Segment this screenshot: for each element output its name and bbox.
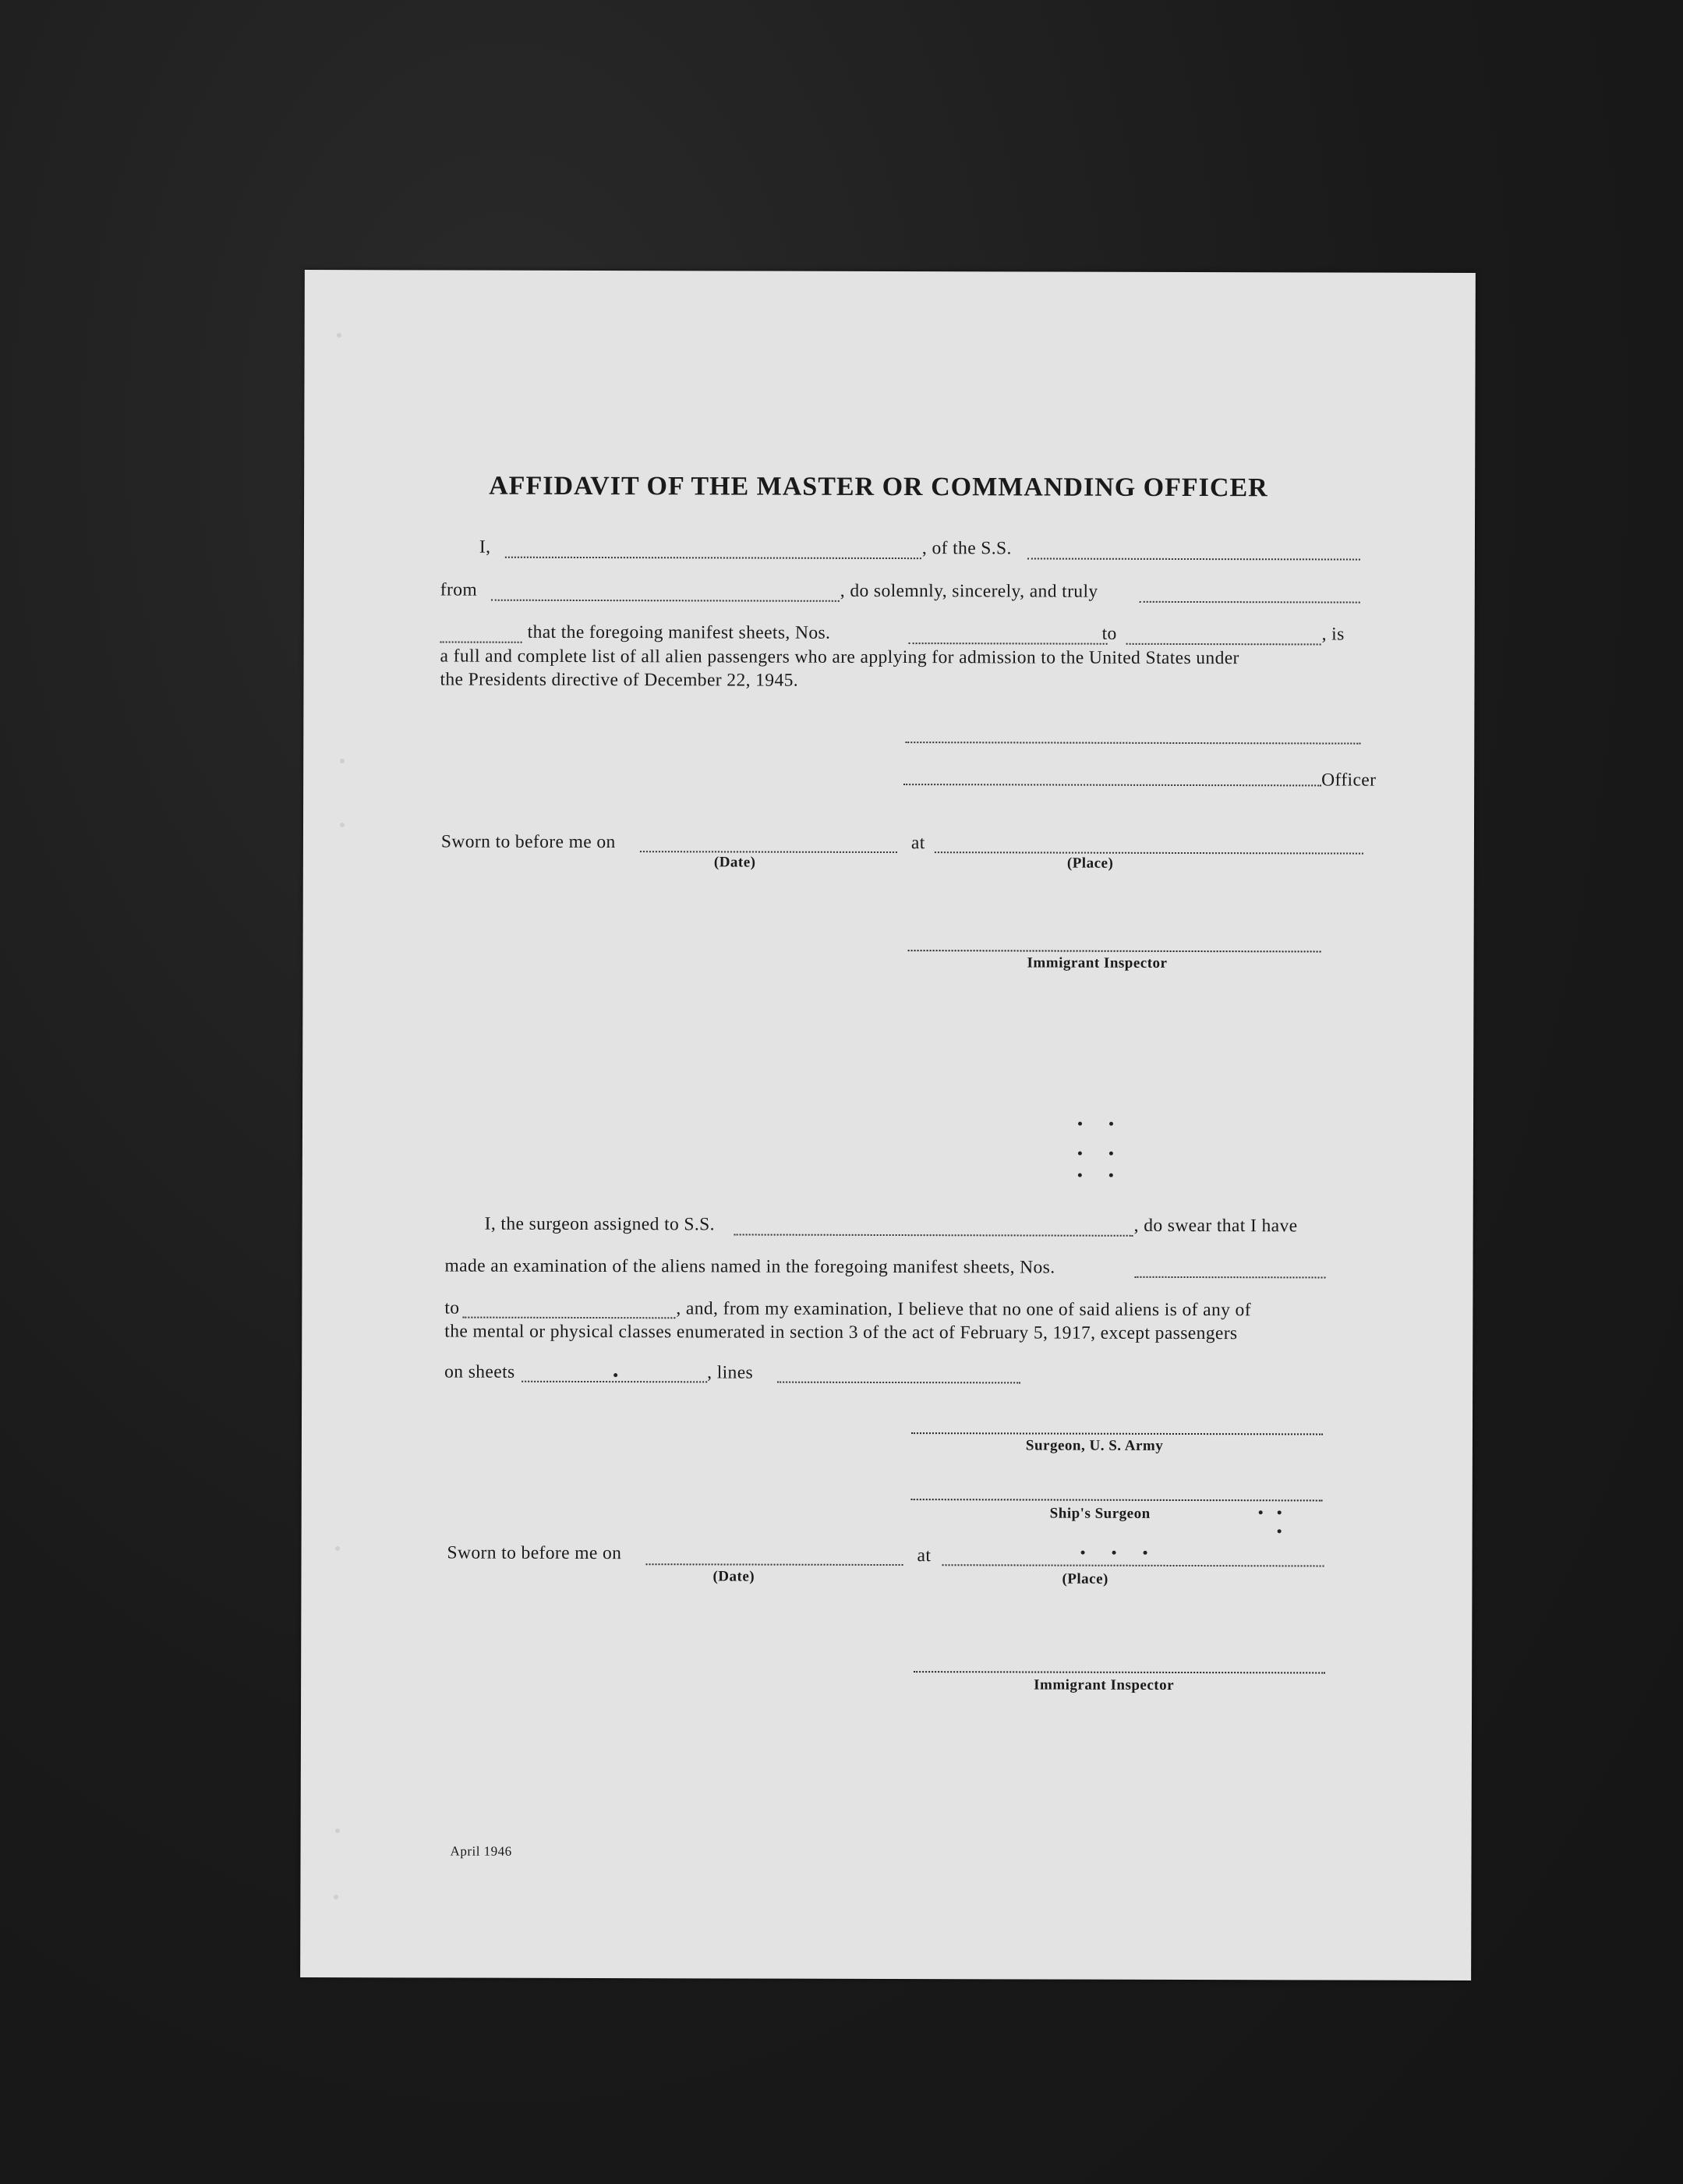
officer-signature-line[interactable] xyxy=(903,784,1321,786)
edge-dot xyxy=(340,823,345,827)
edge-dot xyxy=(337,333,341,338)
surgeon-on-sheets-label: on sheets xyxy=(444,1361,515,1382)
affidavit-document xyxy=(300,270,1476,1980)
bleed-through-texture xyxy=(1246,303,1279,771)
solemnly-label: , do solemnly, sincerely, and truly xyxy=(840,580,1098,602)
oath-word-field[interactable] xyxy=(1140,601,1360,604)
document-title: AFFIDAVIT OF THE MASTER OR COMMANDING OFFICER xyxy=(489,471,1268,503)
sheets-from-field[interactable] xyxy=(909,642,1108,645)
form-date-footer: April 1946 xyxy=(450,1843,512,1859)
sheets-to-field[interactable] xyxy=(1126,643,1321,646)
master-signature-line[interactable] xyxy=(905,742,1360,745)
surgeon-sheets-to-field[interactable] xyxy=(462,1317,675,1319)
surgeon-lines-label: , lines xyxy=(707,1362,754,1383)
edge-dot xyxy=(335,1828,340,1833)
officer-label: Officer xyxy=(1321,770,1377,791)
port-from-field[interactable] xyxy=(491,600,840,602)
exception-sheets-field[interactable] xyxy=(522,1381,707,1383)
master-place-caption: (Place) xyxy=(1066,855,1114,872)
surgeon-place-caption: (Place) xyxy=(1062,1570,1108,1588)
army-surgeon-signature-line[interactable] xyxy=(911,1432,1323,1435)
surgeon-date-caption: (Date) xyxy=(712,1568,755,1585)
master-sworn-label: Sworn to before me on xyxy=(440,831,616,853)
master-date-caption: (Date) xyxy=(713,854,756,871)
from-label: from xyxy=(440,579,478,600)
surgeon-inspector-caption: Immigrant Inspector xyxy=(1034,1676,1175,1694)
surgeon-to-label: to xyxy=(444,1297,460,1319)
surgeon-examination-text: made an examination of the aliens named in the foregoing manifest sheets, Nos. xyxy=(444,1255,1055,1278)
ship-name-field[interactable] xyxy=(1027,558,1360,560)
surgeon-inspector-line[interactable] xyxy=(914,1671,1325,1673)
sheets-to-label: to xyxy=(1101,623,1117,644)
surgeon-assigned-label: I, the surgeon assigned to S.S. xyxy=(484,1213,715,1235)
manifest-sheets-label: that the foregoing manifest sheets, Nos. xyxy=(527,621,831,643)
surgeon-swear-label: , do swear that I have xyxy=(1133,1215,1298,1237)
full-list-text: a full and complete list of all alien passengers who are applying for admission to the United States under xyxy=(440,646,1239,669)
master-inspector-caption: Immigrant Inspector xyxy=(1027,954,1168,972)
edge-dot xyxy=(340,759,345,763)
master-i-label: I, xyxy=(479,536,491,558)
declaration-field[interactable] xyxy=(440,641,522,642)
edge-dot xyxy=(335,1546,340,1551)
surgeon-sheets-from-field[interactable] xyxy=(1134,1276,1325,1279)
directive-text: the Presidents directive of December 22, 1945. xyxy=(440,669,799,691)
army-surgeon-caption: Surgeon, U. S. Army xyxy=(1025,1437,1164,1454)
master-at-label: at xyxy=(910,833,925,854)
master-sworn-date-field[interactable] xyxy=(640,851,897,853)
surgeon-classes-text: the mental or physical classes enumerated in section 3 of the act of February 5, 1917, except passengers xyxy=(444,1321,1238,1344)
of-ss-label: , of the S.S. xyxy=(921,538,1012,559)
surgeon-sworn-label: Sworn to before me on xyxy=(447,1542,622,1564)
edge-dot xyxy=(334,1895,338,1899)
is-label: , is xyxy=(1321,624,1345,645)
surgeon-sworn-date-field[interactable] xyxy=(646,1563,903,1566)
surgeon-at-label: at xyxy=(917,1545,932,1566)
surgeon-believe-text: , and, from my examination, I believe that no one of said aliens is of any of xyxy=(676,1298,1251,1321)
ships-surgeon-signature-line[interactable] xyxy=(911,1499,1323,1501)
exception-lines-field[interactable] xyxy=(777,1382,1020,1384)
surgeon-ship-field[interactable] xyxy=(734,1234,1133,1236)
ships-surgeon-caption: Ship's Surgeon xyxy=(1049,1505,1151,1522)
master-name-field[interactable] xyxy=(505,557,921,559)
master-sworn-place-field[interactable] xyxy=(935,851,1363,854)
surgeon-sworn-place-field[interactable] xyxy=(942,1564,1324,1566)
master-inspector-line[interactable] xyxy=(908,950,1321,952)
